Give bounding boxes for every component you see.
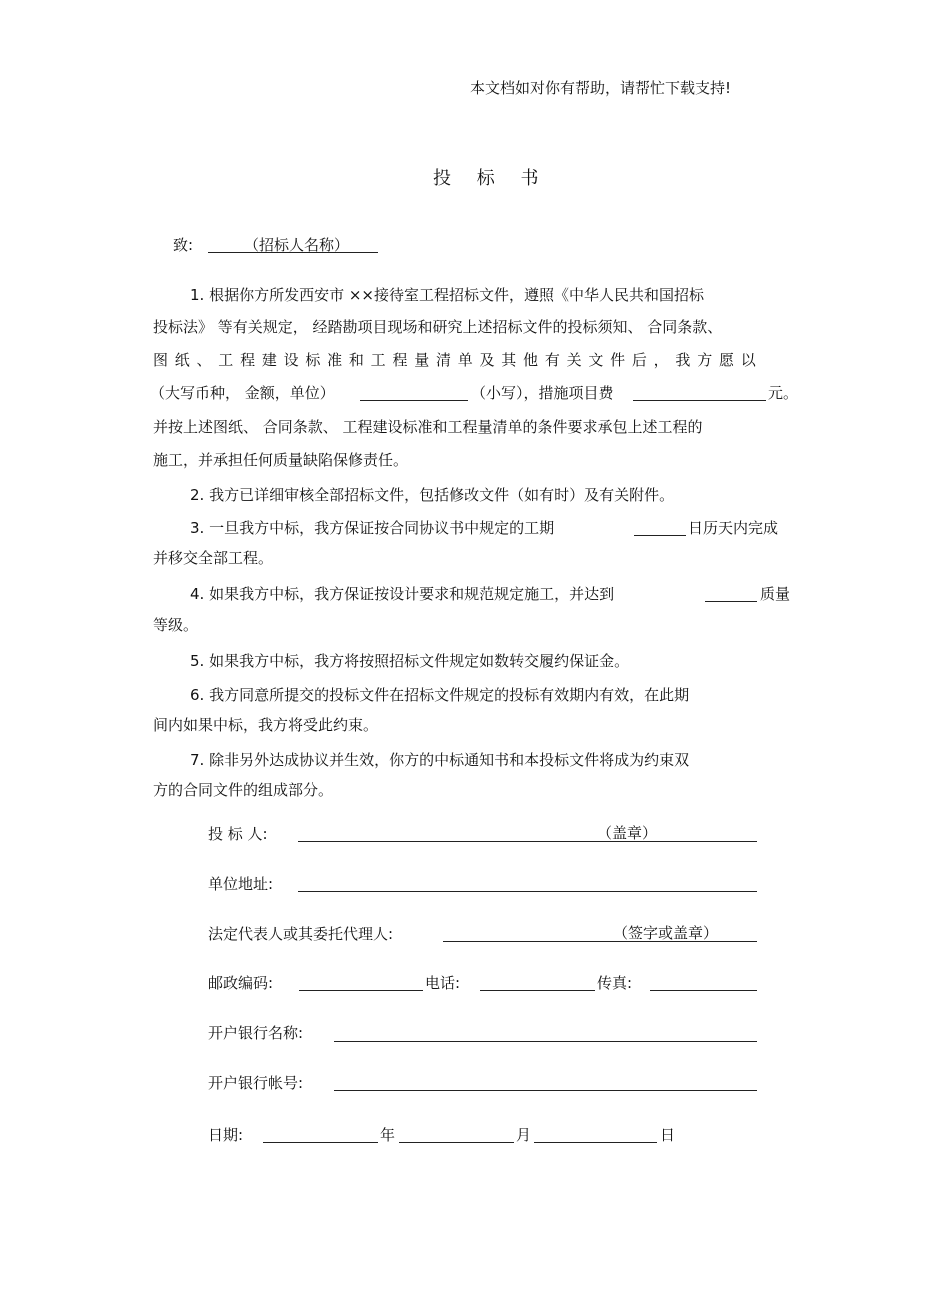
bank-name-field[interactable] [334, 1040, 757, 1042]
bank-account-label: 开户银行帐号: [208, 1074, 304, 1092]
p3-line1-part1: 3. 一旦我方中标，我方保证按合同协议书中规定的工期 [190, 519, 555, 537]
p1-line4-part1: （大写币种， 金额，单位） [150, 384, 335, 402]
recipient-placeholder: （招标人名称） [244, 236, 350, 254]
bidder-seal-note: （盖章） [597, 824, 658, 842]
quality-grade-field[interactable] [705, 600, 757, 602]
p1-line3: 图 纸 、 工 程 建 设 标 准 和 工 程 量 清 单 及 其 他 有 关 文 件 后 ， 我 方 愿 以 [153, 351, 757, 369]
p6-line1: 6. 我方同意所提交的投标文件在招标文件规定的投标有效期内有效，在此期 [190, 686, 690, 704]
phone-field[interactable] [480, 989, 595, 991]
p4-line2: 等级。 [153, 616, 199, 634]
to-label: 致: [173, 236, 194, 254]
p1-line2: 投标法》 等有关规定， 经踏勘项目现场和研究上述招标文件的投标须知、 合同条款、 [153, 318, 723, 336]
bank-account-field[interactable] [334, 1089, 757, 1091]
postcode-field[interactable] [299, 989, 423, 991]
header-note: 本文档如对你有帮助，请帮忙下载支持! [470, 79, 732, 97]
p6-line2: 间内如果中标，我方将受此约束。 [153, 716, 379, 734]
p1-line1: 1. 根据你方所发西安市 ××接待室工程招标文件，遵照《中华人民共和国招标 [190, 286, 704, 304]
date-label: 日期: [208, 1126, 244, 1144]
p1-line4-part3: 元。 [768, 384, 799, 402]
measures-fee-field[interactable] [633, 399, 766, 401]
document-title: 投 标 书 [433, 168, 549, 189]
duration-days-field[interactable] [634, 534, 686, 536]
recipient-field[interactable] [208, 234, 378, 253]
date-day-field[interactable] [534, 1141, 657, 1143]
address-label: 单位地址: [208, 875, 274, 893]
fax-label: 传真: [597, 974, 633, 992]
p7-line1: 7. 除非另外达成协议并生效，你方的中标通知书和本投标文件将成为约束双 [190, 751, 690, 769]
representative-sign-note: （签字或盖章） [613, 924, 719, 942]
p1-line6: 施工，并承担任何质量缺陷保修责任。 [153, 451, 409, 469]
bidder-field[interactable] [298, 840, 757, 842]
p7-line2: 方的合同文件的组成部分。 [153, 781, 334, 799]
date-day-label: 日 [660, 1126, 676, 1144]
p2-line1: 2. 我方已详细审核全部招标文件，包括修改文件（如有时）及有关附件。 [190, 486, 675, 504]
phone-label: 电话: [425, 974, 461, 992]
p1-line5: 并按上述图纸、 合同条款、 工程建设标准和工程量清单的条件要求承包上述工程的 [153, 418, 703, 436]
date-month-label: 月 [516, 1126, 532, 1144]
postcode-label: 邮政编码: [208, 974, 274, 992]
p4-line1-part2: 质量 [760, 585, 791, 603]
p1-line4-part2: （小写），措施项目费 [471, 384, 614, 402]
representative-label: 法定代表人或其委托代理人: [208, 925, 394, 943]
p3-line2: 并移交全部工程。 [153, 549, 274, 567]
p3-line1-part2: 日历天内完成 [688, 519, 779, 537]
fax-field[interactable] [650, 989, 757, 991]
date-year-field[interactable] [263, 1141, 378, 1143]
date-year-label: 年 [380, 1126, 396, 1144]
address-field[interactable] [298, 890, 757, 892]
p4-line1-part1: 4. 如果我方中标，我方保证按设计要求和规范规定施工，并达到 [190, 585, 615, 603]
date-month-field[interactable] [399, 1141, 514, 1143]
bank-name-label: 开户银行名称: [208, 1024, 304, 1042]
p5-line1: 5. 如果我方中标，我方将按照招标文件规定如数转交履约保证金。 [190, 652, 630, 670]
amount-uppercase-field[interactable] [360, 399, 468, 401]
bidder-label: 投 标 人: [208, 825, 268, 843]
